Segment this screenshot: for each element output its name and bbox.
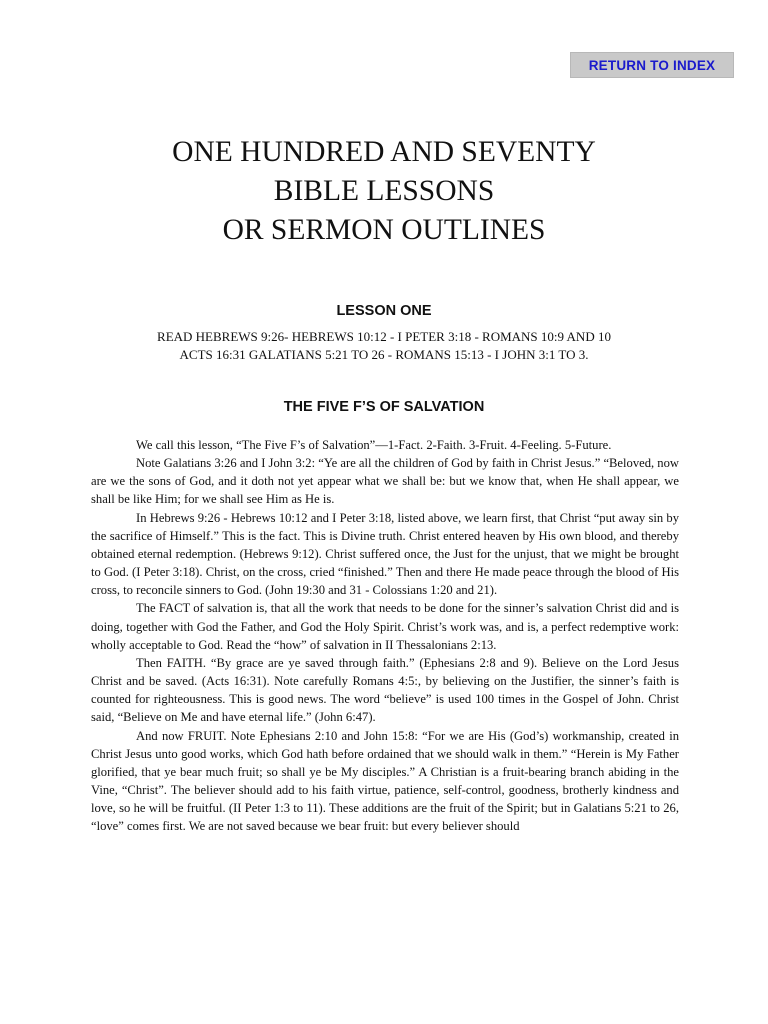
paragraph: The FACT of salvation is, that all the work that needs to be done for the sinner’s salvation Christ did and is doing, together with God the Father, and God the Holy Spirit. Christ’s work was, and is, a perfect redemptive work: wholly acceptable to God. Read the “how” of salvation in II Thessalonians 2:13.	[91, 601, 679, 652]
paragraph: We call this lesson, “The Five F’s of Salvation”—1-Fact. 2-Faith. 3-Fruit. 4-Feeling. 5-Future.	[136, 438, 612, 452]
page-title	[0, 133, 768, 250]
lesson-heading: LESSON ONE	[336, 303, 432, 319]
section-title: THE FIVE F’S OF SALVATION	[283, 399, 485, 415]
paragraph: Note Galatians 3:26 and I John 3:2: “Ye are all the children of God by faith in Christ Jesus.” “Beloved, now are we the sons of God, and it doth not yet appear what we shall be: but we know that, when He shall appear, we shall be like Him; for we shall see Him as He is.	[91, 456, 679, 507]
scripture-readings	[0, 328, 768, 364]
paragraph: In Hebrews 9:26 - Hebrews 10:12 and I Peter 3:18, listed above, we learn first, that Christ “put away sin by the sacrifice of Himself.” This is the fact. This is Divine truth. Christ entered heaven by His own blood, and thereby obtained eternal redemption. (Hebrews 9:12). Christ suffered once, the Just for the unjust, that we might be brought to God. (I Peter 3:18). Christ, on the cross, cried “finished.” Then and there He made peace through the blood of His cross, to reconcile sinners to God. (John 19:30 and 31 - Colossians 1:20 and 21).	[91, 510, 679, 598]
title-line: BIBLE LESSONS	[273, 175, 495, 207]
return-to-index-button[interactable]: RETURN TO INDEX	[570, 52, 734, 78]
title-line: ONE HUNDRED AND SEVENTY	[172, 136, 596, 168]
paragraph: And now FRUIT. Note Ephesians 2:10 and John 15:8: “For we are His (God’s) workmanship, created in Christ Jesus unto good works, which God hath before ordained that we should walk in them.” “Herein is My Father glorified, that ye bear much fruit; so shall ye be My disciples.” A Christian is a fruit-bearing branch abiding in the Vine, “Christ”. The believer should add to his faith virtue, patience, self-control, goodness, brotherly kindness and love, so he will be fruitful. (II Peter 1:3 to 11). These additions are the fruit of the Spirit; but in Galatians 5:21 to 26, “love” comes first. We are not saved because we bear fruit: but every believer should	[91, 728, 679, 834]
title-line: OR SERMON OUTLINES	[222, 214, 546, 246]
lesson-body	[91, 436, 679, 835]
paragraph: Then FAITH. “By grace are ye saved through faith.” (Ephesians 2:8 and 9). Believe on the Lord Jesus Christ and be saved. (Acts 16:31). Note carefully Romans 4:5:, by believing on the Justifier, the sinner’s faith is counted for righteousness. This is good news. The word “believe” is used 100 times in the Gospel of John. Christ said, “Believe on Me and have eternal life.” (John 6:47).	[91, 655, 679, 725]
reading-line: READ HEBREWS 9:26- HEBREWS 10:12 - I PETER 3:18 - ROMANS 10:9 AND 10	[157, 329, 611, 344]
reading-line: ACTS 16:31 GALATIANS 5:21 TO 26 - ROMANS 15:13 - I JOHN 3:1 TO 3.	[179, 347, 589, 362]
